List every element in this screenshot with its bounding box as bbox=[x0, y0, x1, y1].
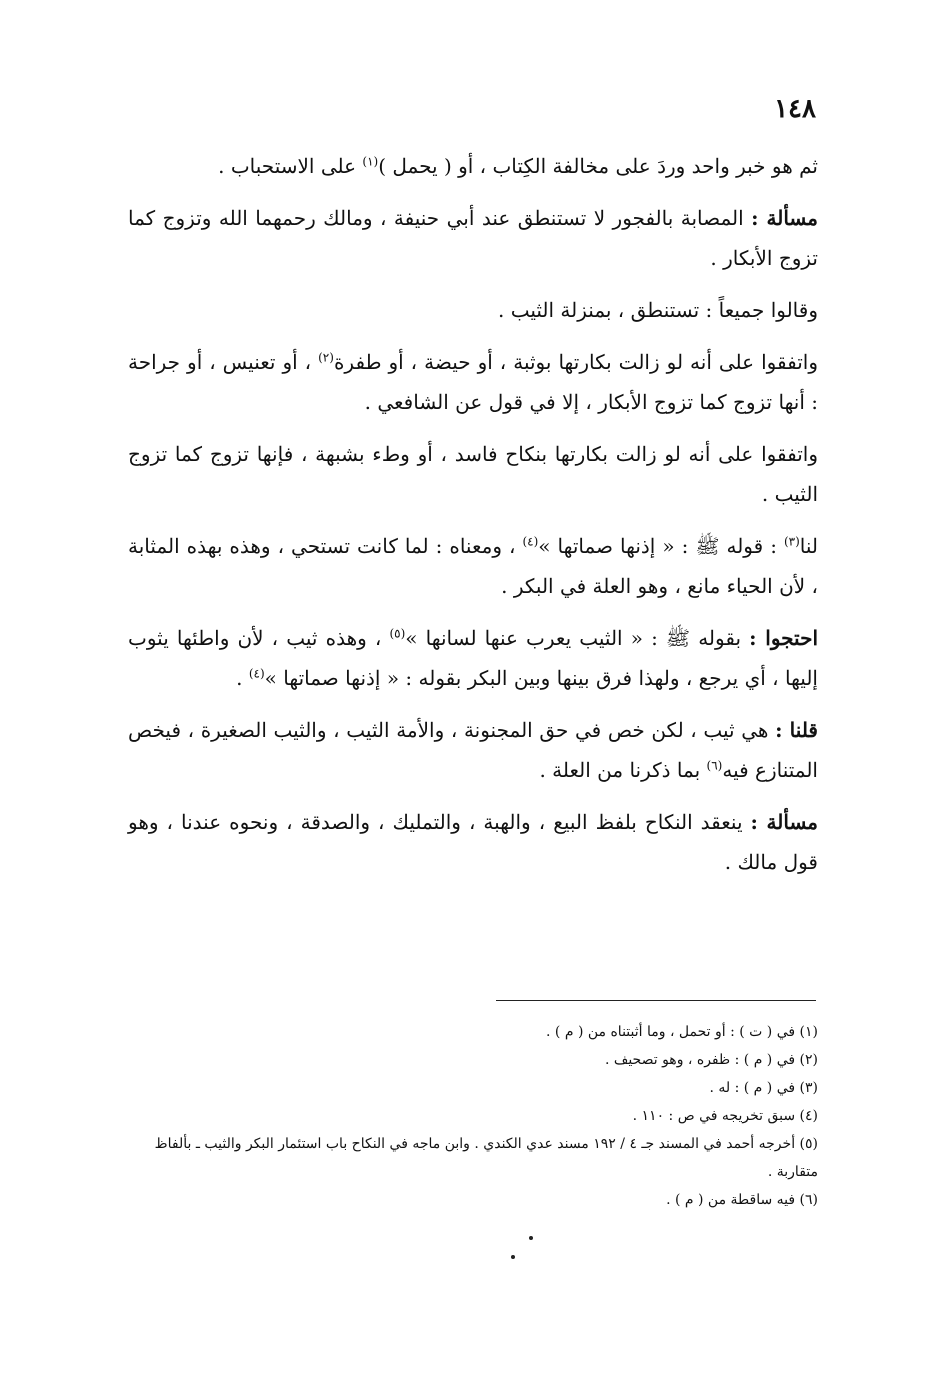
paragraph-text: هي ثيب ، لكن خص في حق المجنونة ، والأمة الثيب ، والثيب الصغيرة ، فيخص المتنازع فيه bbox=[128, 718, 818, 782]
footnote: (٤) سبق تخريجه في ص : ١١٠ . bbox=[632, 1108, 818, 1124]
footnote: (٥) أخرجه أحمد في المسند جـ ٤ / ١٩٢ مسند عدي الكندي . وابن ماجه في النكاح باب استئمار البكر والثيب ـ بألفاظ متقاربة . bbox=[154, 1136, 818, 1180]
paragraph-text: المصابة بالفجور لا تستنطق عند أبي حنيفة ، ومالك رحمهما الله وتزوج كما تزوج الأبكار . bbox=[128, 206, 818, 270]
paragraph-lead: مسألة : bbox=[750, 810, 819, 834]
paragraph bbox=[128, 618, 818, 698]
paragraph-text: ينعقد النكاح بلفظ البيع ، والهبة ، والتمليك ، والصدقة ، ونحوه عندنا ، وهو قول مالك . bbox=[128, 810, 818, 874]
paragraph-text: واتفقوا على أنه لو زالت بكارتها بنكاح فاسد ، أو وطء بشبهة ، فإنها تزوج كما تزوج الثيب . bbox=[128, 442, 818, 506]
paragraph bbox=[128, 434, 818, 514]
paragraph-text: بقوله ﷺ : « الثيب يعرب عنها لسانها » bbox=[405, 626, 750, 650]
paragraph bbox=[128, 290, 818, 330]
page-number: ١٤٨ bbox=[774, 94, 816, 124]
footnote-marker: (٢) bbox=[318, 350, 334, 365]
paragraph bbox=[128, 342, 818, 422]
footnote-marker: (٤) bbox=[248, 666, 265, 681]
paragraph-text: ، وهذه ثيب ، لأن واطئها يثوب إليها ، أي يرجع ، ولهذا فرق بينها وبين البكر بقوله : « إذنها صماتها » bbox=[128, 626, 818, 690]
paragraph-text: على الاستحباب . bbox=[218, 154, 363, 178]
paragraph-text: ، أو تعنيس ، أو جراحة : أنها تزوج كما تزوج الأبكار ، إلا في قول عن الشافعي . bbox=[128, 350, 818, 414]
footnote: (١) في ( ت ) : أو تحمل ، وما أثبتناه من ( م ) . bbox=[546, 1024, 818, 1040]
paragraph-text: وقالوا جميعاً : تستنطق ، بمنزلة الثيب . bbox=[498, 298, 818, 322]
paragraph bbox=[128, 710, 818, 790]
paragraph-text: واتفقوا على أنه لو زالت بكارتها بوثبة ، أو حيضة ، أو طفرة bbox=[333, 350, 818, 374]
paragraph bbox=[128, 802, 818, 882]
paragraph bbox=[128, 526, 818, 606]
scan-speck bbox=[529, 1236, 533, 1240]
footnote-marker: (٥) bbox=[389, 626, 406, 641]
footnote-marker: (٣) bbox=[783, 534, 800, 549]
paragraph-text: : قوله ﷺ : « إذنها صماتها » bbox=[538, 534, 784, 558]
paragraph-lead: قلنا : bbox=[775, 718, 818, 742]
footnote-marker: (٦) bbox=[706, 758, 723, 773]
paragraph-text: ، ومعناه : لما كانت تستحي ، وهذه بهذه المثابة ، لأن الحياء مانع ، وهو العلة في البكر . bbox=[128, 534, 818, 598]
footnote-marker: (٤) bbox=[522, 534, 539, 549]
footnote-divider bbox=[496, 1000, 816, 1001]
paragraph-lead: احتجوا : bbox=[749, 626, 819, 650]
paragraph-lead: مسألة : bbox=[751, 206, 818, 230]
paragraph bbox=[128, 198, 818, 278]
footnote-marker: (١) bbox=[362, 154, 379, 169]
main-text bbox=[128, 146, 818, 894]
scan-speck bbox=[511, 1255, 515, 1259]
footnote: (٦) فيه ساقطة من ( م ) . bbox=[666, 1192, 818, 1208]
paragraph-text: . bbox=[236, 666, 249, 690]
paragraph bbox=[128, 146, 818, 186]
footnote: (٣) في ( م ) : له . bbox=[709, 1080, 818, 1096]
paragraph-text: بما ذكرنا من العلة . bbox=[539, 758, 707, 782]
footnotes bbox=[120, 1018, 818, 1214]
footnote: (٢) في ( م ) : ظفره ، وهو تصحيف . bbox=[604, 1052, 818, 1068]
paragraph-text: ثم هو خبر واحد وردَ على مخالفة الكِتاب ، أو ( يحمل ) bbox=[378, 154, 818, 178]
paragraph-text: لنا bbox=[799, 534, 818, 558]
